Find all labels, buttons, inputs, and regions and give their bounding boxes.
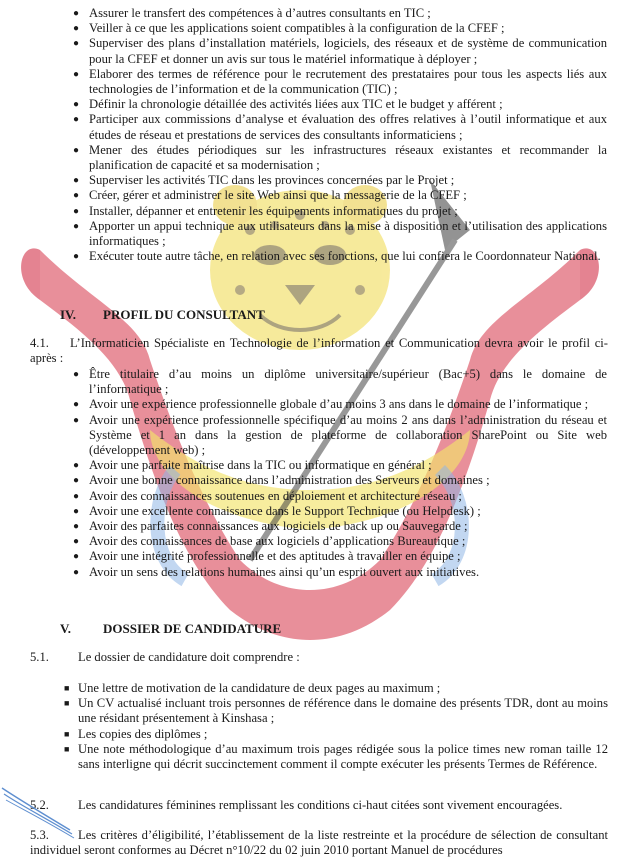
task-item: ● Superviser les activités TIC dans les provinces concernées par le Projet ; — [73, 173, 455, 188]
paragraph-number: 5.1. — [30, 650, 49, 664]
task-item: ● Définir la chronologie détaillée des activités liées aux TIC et le budget y afférent ; — [73, 97, 503, 112]
profile-item: ● Avoir des connaissances de base aux logiciels d’applications Bureautique ; — [73, 534, 466, 549]
task-item: ● Elaborer des termes de référence pour le recrutement des prestataires pour tous les aspects liés aux technologies de l’information et de la communication (TIC) ; — [73, 66, 607, 97]
task-item: ● Exécuter toute autre tâche, en relation avec ses fonctions, que lui confiera le Coordonnateur National. — [73, 249, 601, 264]
dossier-list — [64, 681, 608, 772]
section-number: IV. — [60, 307, 77, 322]
paragraph-5-2: 5.2. Les candidatures féminines remplissant les conditions ci-haut citées sont vivement encouragées. — [30, 798, 563, 812]
profile-item: ● Avoir des parfaites connaissances aux logiciels de back up ou Sauvegarde ; — [73, 519, 468, 534]
task-item: ● Créer, gérer et administrer le site Web ainsi que la messagerie de la CFEF ; — [73, 188, 467, 203]
paragraph-5-3: 5.3. Les critères d’éligibilité, l’établissement de la liste restreinte et la procédure de sélection de consultant individuel seront conformes au Décret n°10/22 du 02 juin 2010 portant Manuel de procédures — [30, 828, 608, 858]
profile-item: ● Avoir une bonne connaissance dans l’administration des Serveurs et domaines ; — [73, 473, 490, 488]
profile-item: ● Être titulaire d’au moins un diplôme universitaire/supérieur (Bac+5) dans le domaine de l’informatique ; — [73, 367, 607, 397]
task-item: ● Assurer le transfert des compétences à d’autres consultants en TIC ; — [73, 6, 431, 20]
section-heading: DOSSIER DE CANDIDATURE — [103, 621, 282, 636]
task-item: ● Apporter un appui technique aux utilisateurs dans la mise à disposition et l’utilisation des applications informatiques ; — [73, 218, 607, 249]
pen-stroke-mark — [0, 780, 80, 840]
task-list — [73, 6, 607, 264]
task-item: ● Installer, dépanner et entretenir les équipements informatiques du projet ; — [73, 203, 458, 218]
paragraph-number: 5.2. — [30, 798, 49, 812]
task-item: ● Superviser des plans d’installation matériels, logiciels, des réseaux et de système de communication pour la CFEF et donner un avis sur tous le matériel informatique à déployer ; — [73, 36, 607, 66]
profile-item: ● Avoir une expérience professionnelle globale d’au moins 3 ans dans le domaine de l’informatique ; — [73, 397, 589, 412]
profile-item: ● Avoir une expérience professionnelle spécifique d’au moins 2 ans dans l’administration du réseau et Système et 1 an dans la gestion de plateforme de collaboration SharePoint ou Site web (développement web) ; — [73, 412, 607, 458]
profile-item: ● Avoir une parfaite maîtrise dans la TIC ou informatique en général ; — [73, 458, 432, 473]
profile-item: ● Avoir une excellente connaissance dans le Support Technique (ou Helpdesk) ; — [73, 503, 481, 518]
section-number: V. — [60, 621, 71, 636]
paragraph-4-1: 4.1. L’Informaticien Spécialiste en Technologie de l’information et Communication devra avoir le profil ci-après : — [30, 336, 608, 366]
paragraph-number: 5.3. — [30, 828, 49, 842]
paragraph-number: 4.1. — [30, 336, 49, 350]
dossier-item: ■ Une lettre de motivation de la candidature de deux pages au maximum ; — [64, 681, 441, 695]
profile-item: ● Avoir des connaissances soutenues en déploiement et architecture réseau ; — [73, 488, 462, 503]
task-item: ● Participer aux commissions d’analyse et évaluation des offres relatives à l’outil informatique et aux études de réseau et prestations de services des consultants informaticiens ; — [73, 112, 607, 142]
section-heading: PROFIL DU CONSULTANT — [103, 307, 265, 322]
task-item: ● Mener des études périodiques sur les infrastructures réseaux existantes et recommander la planification de capacité et sa modernisation ; — [73, 142, 607, 173]
dossier-item: ■ Une note méthodologique d’au maximum trois pages rédigée sous la police times new roman taille 12 sans interligne qui décrit succinctement comment il compte exécuter les présents Termes de Référence. — [64, 741, 608, 772]
profile-item: ● Avoir un sens des relations humaines ainsi qu’un esprit ouvert aux initiatives. — [73, 564, 480, 579]
dossier-item: ■ Les copies des diplômes ; — [64, 726, 208, 741]
dossier-item: ■ Un CV actualisé incluant trois personnes de référence dans le domaine des présents TDR, dont au moins une résidant présentement à Kinshasa ; — [64, 696, 608, 726]
paragraph-5-1: 5.1. Le dossier de candidature doit comprendre : — [30, 650, 300, 664]
profile-list — [73, 367, 607, 580]
task-item: ● Veiller à ce que les applications soient compatibles à la configuration de la CFEF ; — [73, 21, 505, 36]
profile-item: ● Avoir une intégrité professionnelle et des aptitudes à travailler en équipe ; — [73, 549, 461, 564]
